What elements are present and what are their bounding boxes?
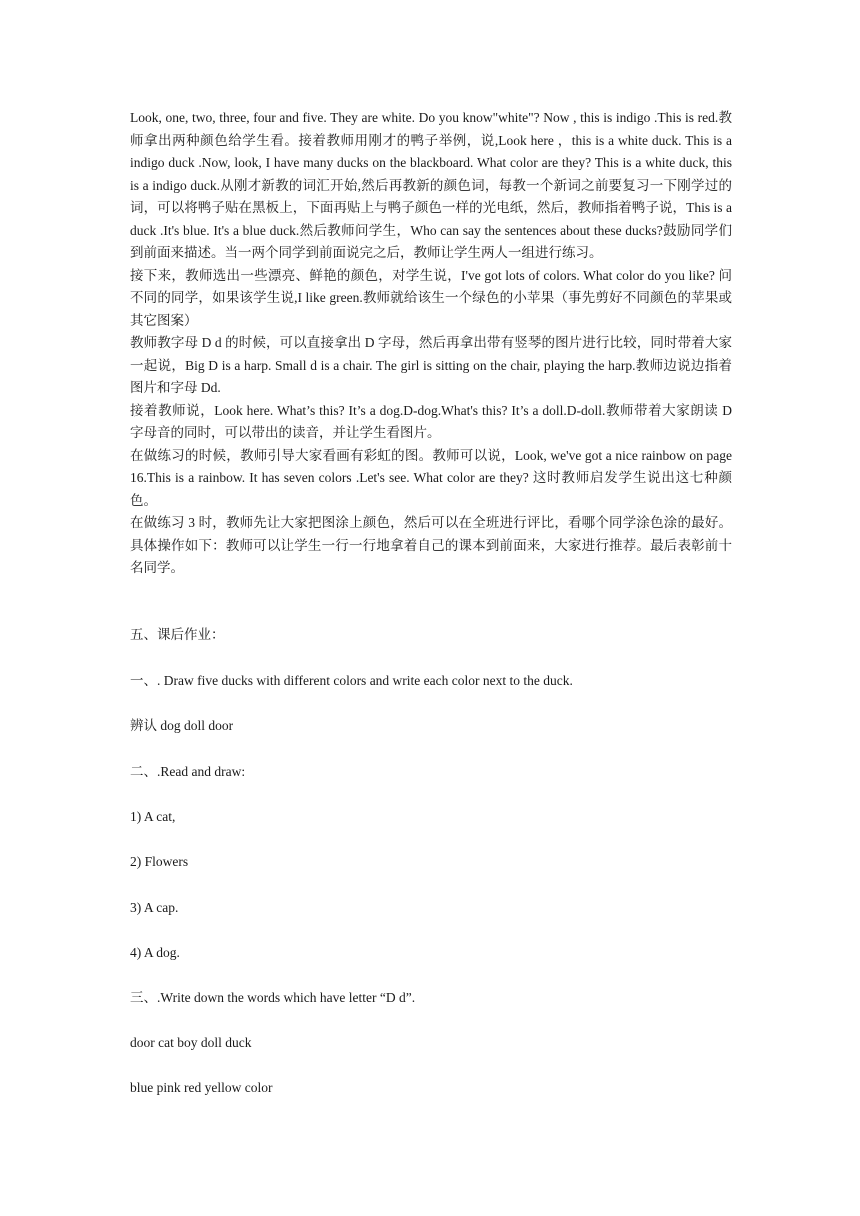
homework-identify-words: 辨认 dog doll door xyxy=(130,718,234,733)
paragraph-dog-doll: 接着教师说，Look here. What’s this? It’s a dog.D-dog.What's this? It’s a doll.D-doll.教师带着大家朗读 D 字母音的同时，可以带出的读音，并让学生看图片。 xyxy=(130,402,732,440)
homework-task-2: 二、.Read and draw: xyxy=(130,764,246,779)
homework-item-flowers: 2) Flowers xyxy=(130,854,189,869)
homework-task-1: 一、. Draw five ducks with different colors and write each color next to the duck. xyxy=(130,673,573,688)
homework-item-cap: 3) A cap. xyxy=(130,900,179,915)
homework-word-list-2: blue pink red yellow color xyxy=(130,1080,273,1095)
paragraph-letter-d: 教师教字母 D d 的时候，可以直接拿出 D 字母，然后再拿出带有竖琴的图片进行比较，同时带着大家一起说，Big D is a harp. Small d is a chair. The girl is sitting on the chair, playing the harp.教师边说边指着图片和字母 Dd. xyxy=(130,335,732,395)
homework-item-cat: 1) A cat, xyxy=(130,809,176,824)
paragraph-duck-colors: Look, one, two, three, four and five. They are white. Do you know"white"? Now , this is indigo .This is red.教师拿出两种颜色给学生看。接着教师用刚才的鸭子举例，说,Look here ，this is a white duck. This is a indigo duck .Now, look, I have many ducks on the blackboard. What color are they? This is a white duck, this is a indigo duck.从刚才新教的词汇开始,然后再教新的颜色词，每教一个新词之前要复习一下刚学过的词，可以将鸭子贴在黑板上，下面再贴上与鸭子颜色一样的光电纸，然后，教师指着鸭子说，This is a duck .It's blue. It's a blue duck.然后教师问学生，Who can say the sentences about these ducks?鼓励同学们到前面来描述。当一两个同学到前面说完之后，教师让学生两人一组进行练习。 xyxy=(130,110,732,260)
paragraph-rainbow: 在做练习的时候，教师引导大家看画有彩虹的图。教师可以说，Look, we've got a nice rainbow on page 16.This is a rainbow. It has seven colors .Let's see. What color are they? 这时教师启发学生说出这七种颜色。 xyxy=(130,447,732,508)
homework-item-dog: 4) A dog. xyxy=(130,945,180,960)
homework-word-list-1: door cat boy doll duck xyxy=(130,1035,252,1050)
lesson-body xyxy=(130,107,732,580)
homework-heading: 五、课后作业： xyxy=(130,627,225,642)
paragraph-favorite-color: 接下来，教师选出一些漂亮、鲜艳的颜色，对学生说，I've got lots of colors. What color do you like? 问不同的同学，如果该学生说,I like green.教师就给该生一个绿色的小苹果（事先剪好不同颜色的苹果或其它图案） xyxy=(130,267,732,328)
homework-task-3: 三、.Write down the words which have letter “D d”. xyxy=(130,990,416,1005)
paragraph-exercise-3: 在做练习 3 时，教师先让大家把图涂上颜色，然后可以在全班进行评比，看哪个同学涂色涂的最好。具体操作如下：教师可以让学生一行一行地拿着自己的课本到前面来，大家进行推荐。最后表彰前十名同学。 xyxy=(130,515,732,575)
